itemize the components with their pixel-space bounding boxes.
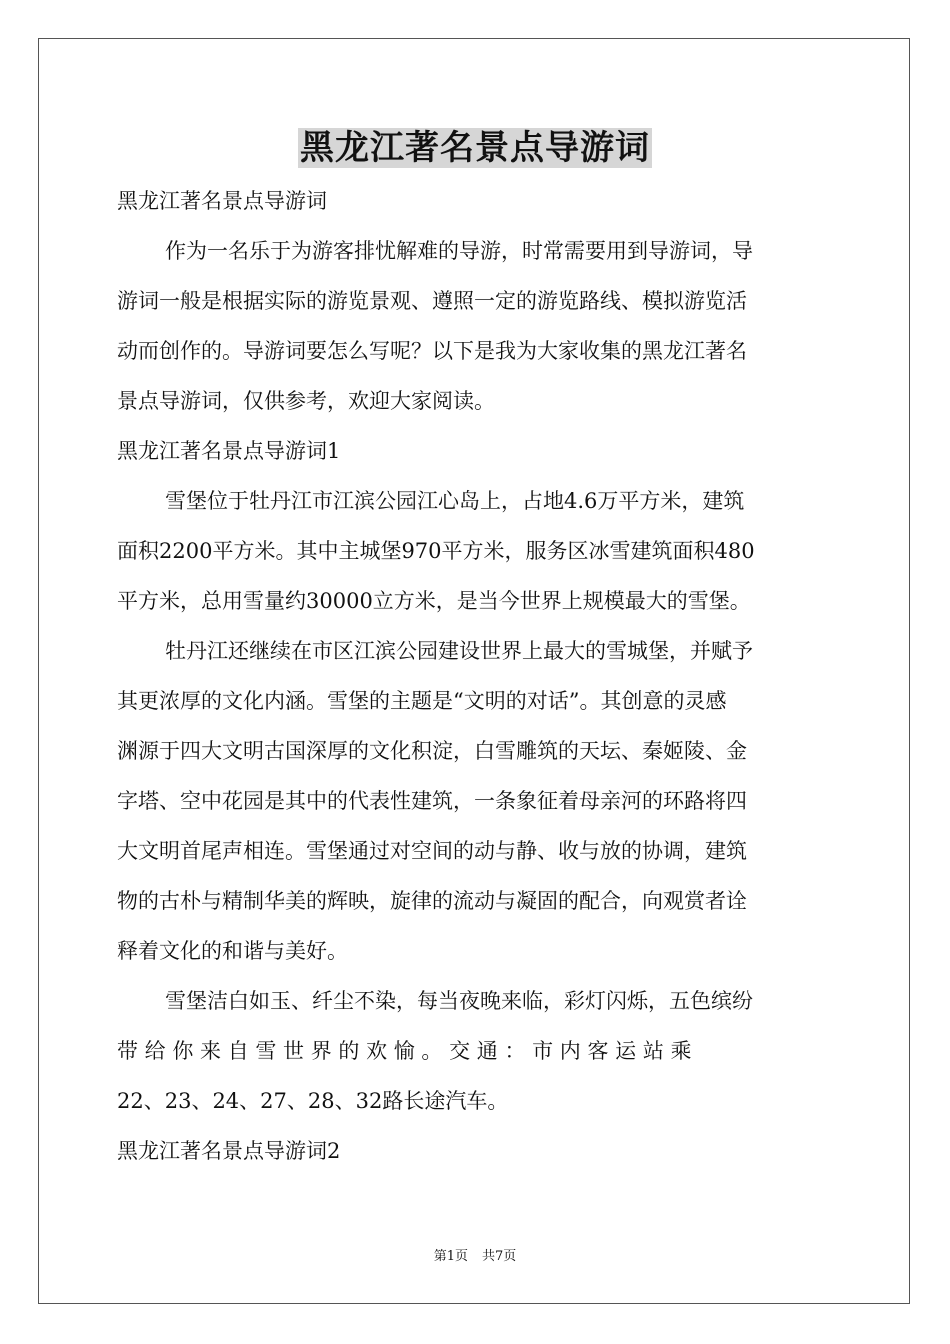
paragraph-line: 游词一般是根据实际的游览景观、遵照一定的游览路线、模拟游览活 [117, 289, 747, 313]
paragraph-line: 带 给 你 来 自 雪 世 界 的 欢 愉 。 交 通 ： 市 内 客 运 站 乘 [117, 1039, 692, 1063]
paragraph-line: 其更浓厚的文化内涵。雪堡的主题是“文明的对话”。其创意的灵感 [117, 689, 727, 713]
paragraph-line: 牡丹江还继续在市区江滨公园建设世界上最大的雪城堡，并赋予 [165, 639, 753, 663]
paragraph-line: 雪堡洁白如玉、纤尘不染，每当夜晚来临，彩灯闪烁，五色缤纷 [165, 989, 753, 1013]
page-number: 第1页 [433, 1249, 468, 1264]
paragraph-line: 释着文化的和谐与美好。 [117, 939, 348, 963]
paragraph-line: 大文明首尾声相连。雪堡通过对空间的动与静、收与放的协调，建筑 [117, 839, 747, 863]
paragraph-line: 渊源于四大文明古国深厚的文化积淀，白雪雕筑的天坛、秦姬陵、金 [117, 739, 747, 763]
paragraph-line: 景点导游词，仅供参考，欢迎大家阅读。 [117, 389, 495, 413]
paragraph-line: 面积2200平方米。其中主城堡970平方米，服务区冰雪建筑面积480 [117, 539, 755, 563]
page-footer [0, 1248, 950, 1266]
section-heading: 黑龙江著名景点导游词2 [117, 1139, 341, 1163]
paragraph-line: 22、23、24、27、28、32路长途汽车。 [117, 1089, 509, 1113]
section-heading: 黑龙江著名景点导游词1 [117, 439, 341, 463]
paragraph-line: 作为一名乐于为游客排忧解难的导游，时常需要用到导游词，导 [165, 239, 753, 263]
document-body [117, 176, 833, 1176]
paragraph-line: 物的古朴与精制华美的辉映，旋律的流动与凝固的配合，向观赏者诠 [117, 889, 747, 913]
document-title [0, 124, 950, 172]
page-total: 共7页 [482, 1249, 517, 1264]
subtitle-line: 黑龙江著名景点导游词 [117, 189, 327, 213]
paragraph-line: 平方米，总用雪量约30000立方米，是当今世界上规模最大的雪堡。 [117, 589, 751, 613]
paragraph-line: 动而创作的。导游词要怎么写呢？以下是我为大家收集的黑龙江著名 [117, 339, 747, 363]
paragraph-line: 雪堡位于牡丹江市江滨公园江心岛上，占地4.6万平方米，建筑 [165, 489, 745, 513]
paragraph-line: 字塔、空中花园是其中的代表性建筑，一条象征着母亲河的环路将四 [117, 789, 747, 813]
document-title-text: 黑龙江著名景点导游词 [300, 128, 650, 168]
